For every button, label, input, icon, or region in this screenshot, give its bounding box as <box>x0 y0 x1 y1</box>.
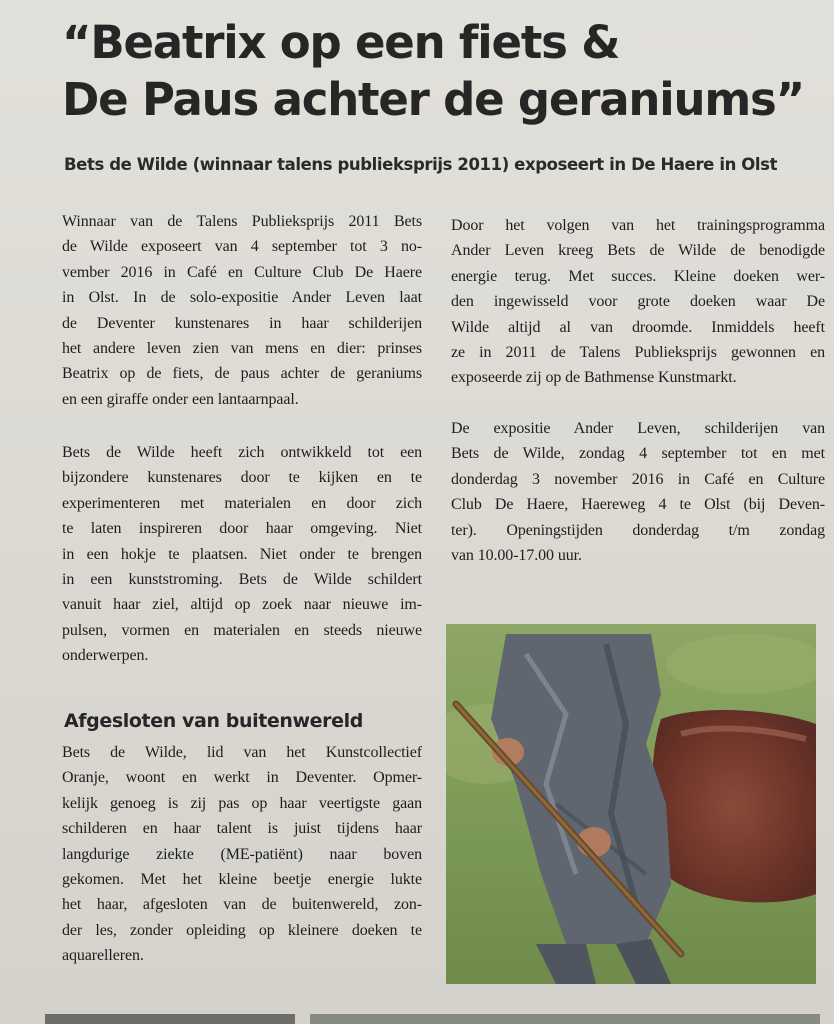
title-line-1: “Beatrix op een fiets & <box>62 16 620 69</box>
text-line: Wilde altijd al van droomde. Inmiddels heeft <box>451 318 825 336</box>
text-line: de Deventer kunstenares in haar schilderijen <box>62 314 422 332</box>
paragraph-training <box>451 213 825 391</box>
article-subtitle: Bets de Wilde (winnaar talens publieksprijs 2011) exposeert in De Haere in Olst <box>64 155 778 174</box>
text-line: Beatrix op de fiets, de paus achter de geraniums <box>62 365 422 383</box>
text-line: den ingewisseld voor grote doeken waar De <box>451 293 825 311</box>
text-line: der les, zonder opleiding op kleinere doeken te <box>62 921 422 939</box>
text-line: donderdag 3 november 2016 in Café en Culture <box>451 470 825 488</box>
text-line: langdurige ziekte (ME-patiënt) naar boven <box>62 845 422 863</box>
title-line-2: De Paus achter de geraniums” <box>62 73 804 126</box>
section-heading: Afgesloten van buitenwereld <box>64 710 363 732</box>
text-line: Bets de Wilde heeft zich ontwikkeld tot een <box>62 444 422 461</box>
text-line: Winnaar van de Talens Publieksprijs 2011 Bets <box>62 213 422 230</box>
article-title <box>62 14 822 128</box>
next-photo-edge <box>45 1014 295 1024</box>
text-line: Bets de Wilde, zondag 4 september tot en met <box>451 445 825 463</box>
text-line: bijzondere kunstenares door te kijken en te <box>62 469 422 487</box>
text-line: energie terug. Met succes. Kleine doeken wer- <box>451 267 825 285</box>
text-line: onderwerpen. <box>62 647 149 665</box>
text-line: Door het volgen van het trainingsprogramma <box>451 217 825 234</box>
text-line: pulsen, vormen en materialen en steeds nieuwe <box>62 621 422 639</box>
paragraph-intro <box>62 209 422 412</box>
text-line: Oranje, woont en werkt in Deventer. Opmer- <box>62 769 422 787</box>
text-line: kelijk genoeg is zij pas op haar veertigste gaan <box>62 794 422 812</box>
text-line: De expositie Ander Leven, schilderijen van <box>451 420 825 437</box>
text-line: ter). Openingstijden donderdag t/m zondag <box>451 521 825 539</box>
text-line: in Olst. In de solo-expositie Ander Leven laat <box>62 289 422 307</box>
painting-figure-with-cow-icon <box>446 624 816 984</box>
text-line: vember 2016 in Café en Culture Club De Haere <box>62 263 422 281</box>
text-line: Club De Haere, Haereweg 4 te Olst (bij Deven- <box>451 496 825 514</box>
paragraph-background <box>62 740 422 969</box>
paragraph-development <box>62 440 422 669</box>
text-line: de Wilde exposeert van 4 september tot 3 no- <box>62 238 422 256</box>
next-photo-edge <box>310 1014 820 1024</box>
text-line: aquarelleren. <box>62 947 144 965</box>
text-line: ze in 2011 de Talens Publieksprijs gewonnen en <box>451 343 825 361</box>
text-line: te laten inspireren door haar omgeving. Niet <box>62 520 422 538</box>
text-line: van 10.00-17.00 uur. <box>451 546 582 564</box>
painting-photo <box>446 624 816 984</box>
text-line: Ander Leven kreeg Bets de Wilde de benodigde <box>451 242 825 260</box>
text-line: exposeerde zij op de Bathmense Kunstmarkt. <box>451 369 737 387</box>
text-line: gekomen. Met het kleine beetje energie lukte <box>62 870 422 888</box>
text-line: het andere leven zien van mens en dier: prinses <box>62 339 422 357</box>
text-line: Bets de Wilde, lid van het Kunstcollectief <box>62 744 422 761</box>
text-line: en een giraffe onder een lantaarnpaal. <box>62 390 299 408</box>
paragraph-exhibition-info <box>451 416 825 568</box>
text-line: experimenteren met materialen en door zich <box>62 494 422 512</box>
text-line: het haar, afgesloten van de buitenwereld, zon- <box>62 896 422 914</box>
text-line: in een kunststroming. Bets de Wilde schildert <box>62 570 422 588</box>
text-line: schilderen en haar talent is juist tijdens haar <box>62 820 422 838</box>
text-line: in een hokje te plaatsen. Niet onder te brengen <box>62 545 422 563</box>
text-line: vanuit haar ziel, altijd op zoek naar nieuwe im- <box>62 596 422 614</box>
